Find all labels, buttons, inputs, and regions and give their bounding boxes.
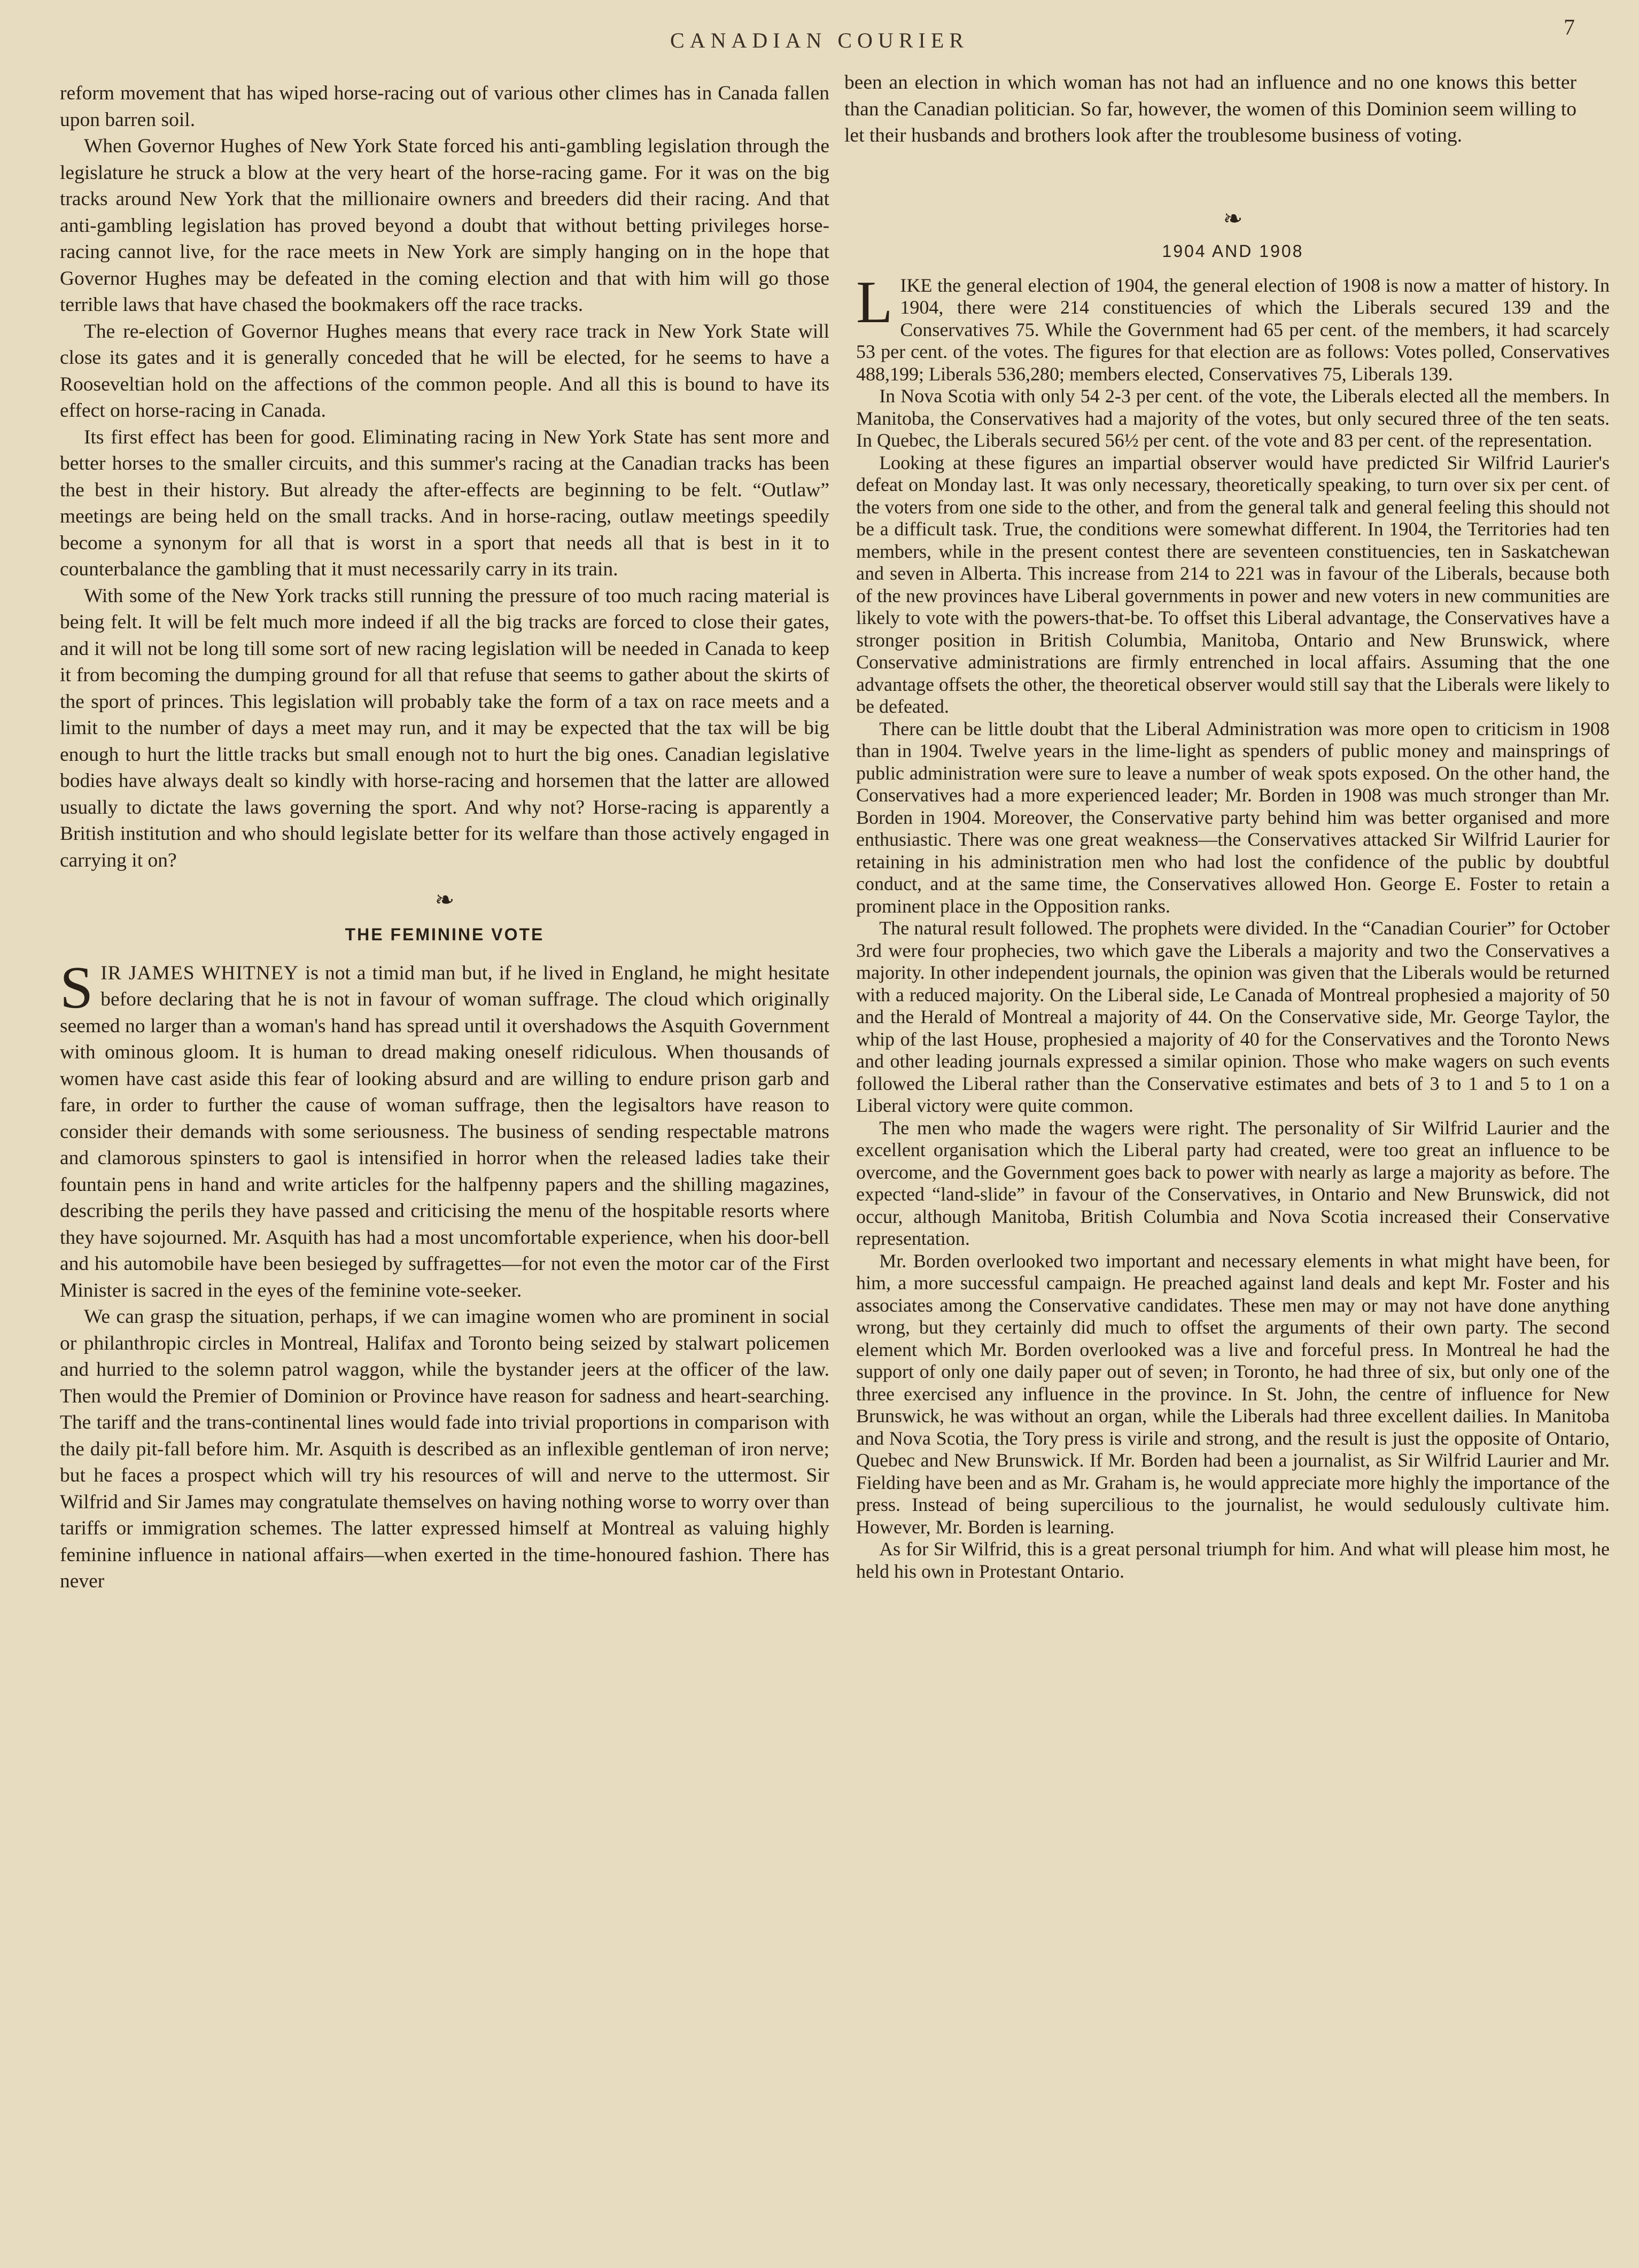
article-paragraph: In Nova Scotia with only 54 2-3 per cent. of the vote, the Liberals elected all the members. In Manitoba, the Conservatives had a majority of the votes, but only secured three of the ten seats. In Quebec, the Liberals secured 56½ per cent. of the vote and 83 per cent. of the representation.: [856, 385, 1610, 451]
article-paragraph: As for Sir Wilfrid, this is a great personal triumph for him. And what will please him most, he held his own in Protestant Ontario.: [856, 1538, 1610, 1582]
lead-small-caps: IR JAMES WHITNEY: [100, 962, 299, 984]
article-paragraph: There can be little doubt that the Liberal Administration was more open to criticism in 1908 than in 1904. Twelve years in the lime-light as spenders of public money and mainsprings of public administration were sure to leave a number of weak spots exposed. On the other hand, the Conservatives had a more experienced leader; Mr. Borden in 1908 was much stronger than Mr. Borden in 1904. Moreover, the Conservative party behind him was better organised and more enthusiastic. There was one great weakness—the Conservatives attacked Sir Wilfrid Laurier for retaining in his administration men who had lost the confidence of the public by doubtful conduct, and at the same time, the Conservatives allowed Hon. George E. Foster to retain a prominent place in the Opposition ranks.: [856, 718, 1610, 917]
article-paragraph: With some of the New York tracks still running the pressure of too much racing material is being felt. It will be felt much more indeed if all the big tracks are forced to close their gates, and it will not be long till some sort of new racing legislation will be needed in Canada to keep it from becoming the dumping ground for all that refuse that seems to gather about the skirts of the sport of princes. This legislation will probably take the form of a tax on race meets and a limit to the number of days a meet may run, and it may be expected that the tax will be big enough to hurt the little tracks but small enough not to hurt the big ones. Canadian legislative bodies have always dealt so kindly with horse-racing and horsemen that the latter are allowed usually to dictate the laws governing the sport. And why not? Horse-racing is apparently a British institution and who should legislate better for its welfare than those actively engaged in carrying it on?: [60, 584, 829, 871]
right-column-section: [856, 206, 1610, 2180]
left-column: [60, 80, 829, 2249]
article-paragraph: Its first effect has been for good. Eliminating racing in New York State has sent more and better horses to the smaller circuits, and this summer's racing at the Canadian tracks has been the best in their history. But already the after-effects are beginning to be felt. “Outlaw” meetings are being held on the small tracks. And in horse-racing, outlaw meetings speedily become a synonym for all that is worst in a sport that needs all that is best in it to counterbalance the gambling that it must necessarily carry in its train.: [60, 426, 829, 580]
section-lead-paragraph: [60, 954, 829, 1304]
article-paragraph: reform movement that has wiped horse-racing out of various other climes has in Canada fallen upon barren soil.: [60, 82, 829, 131]
drop-cap: L: [856, 269, 893, 336]
continuation-paragraph: been an election in which woman has not had an influence and no one knows this better than the Canadian politician. So far, however, the women of this Dominion seem willing to let their husbands and brothers look after the troublesome business of voting.: [844, 72, 1576, 146]
fleuron-icon: ❧: [434, 887, 455, 913]
lead-text: IKE the general election of 1904, the general election of 1908 is now a matter of history. In 1904, there were 214 constituencies of which the Liberals secured 139 and the Conservatives 75. While the Government had 65 per cent. of the members, it had scarcely 53 per cent. of the votes. The figures for that election are as follows: Votes polled, Conservatives 488,199; Liberals 536,280; members elected, Conservatives 75, Liberals 139.: [856, 274, 1610, 385]
section-heading-1904-1908: 1904 AND 1908: [1162, 241, 1304, 261]
article-paragraph: The natural result followed. The prophets were divided. In the “Canadian Courier” for October 3rd were four prophecies, two which gave the Liberals a majority and two the Conservatives a majority. In other independent journals, the opinion was given that the Liberals would be returned with a reduced majority. On the Liberal side, Le Canada of Montreal prophesied a majority of 50 and the Herald of Montreal a majority of 44. On the Conservative side, Mr. George Taylor, the whip of the last House, prophesied a majority of 40 for the Conservatives and the Toronto News and other leading journals expressed a similar opinion. Those who make wagers on such events followed the Liberal rather than the Conservative estimates and bets of 3 to 1 and 5 to 1 on a Liberal victory were quite common.: [856, 917, 1610, 1116]
page-number: 7: [1564, 15, 1575, 40]
drop-cap: S: [60, 954, 94, 1021]
article-paragraph: Mr. Borden overlooked two important and necessary elements in what might have been, for him, a more successful campaign. He preached against land deals and kept Mr. Foster and his associates among the Conservative candidates. These men may or may not have done anything wrong, but they certainly did much to offset the arguments of their own party. The second element which Mr. Borden overlooked was a live and forceful press. In Montreal he had the support of only one daily paper out of seven; in Toronto, he had three of six, but only one of the three exercised any influence in the province. In St. John, the centre of influence for New Brunswick, he was without an organ, while the Liberals had three excellent dailies. In Manitoba and Nova Scotia, the Tory press is virile and strong, and the result is just the opposite of Ontario, Quebec and New Brunswick. If Mr. Borden had been a journalist, as Sir Wilfrid Laurier and Mr. Fielding have been and as Mr. Graham is, he would appreciate more highly the importance of the press. Instead of being supercilious to the journalist, he would sedulously cultivate him. However, Mr. Borden is learning.: [856, 1250, 1610, 1538]
article-paragraph: The men who made the wagers were right. The personality of Sir Wilfrid Laurier and the excellent organisation which the Liberal party had created, were too great an influence to be overcome, and the Government goes back to power with nearly as large a majority as before. The expected “land-slide” in favour of the Conservatives, in Ontario and New Brunswick, did not occur, although Manitoba, British Columbia and Nova Scotia increased their Conservative representation.: [856, 1117, 1610, 1249]
article-paragraph: The re-election of Governor Hughes means that every race track in New York State will close its gates and it is generally conceded that he will be elected, for he seems to have a Rooseveltian hold on the affections of the common people. And all this is bound to have its effect on horse-racing in Canada.: [60, 320, 829, 422]
right-column-continuation: [844, 69, 1576, 198]
lead-text: is not a timid man but, if he lived in England, he might hesitate before declaring that he is not in favour of woman suffrage. The cloud which originally seemed no larger than a woman's hand has spread until it overshadows the Asquith Government with ominous gloom. It is human to dread making oneself ridiculous. When thousands of women have cast aside this fear of looking absurd and are willing to endure prison garb and fare, in order to further the cause of woman suffrage, then the legisaltors have reason to consider their demands with some seriousness. The business of sending respectable matrons and clamorous spinsters to gaol is intensified in horror when the released ladies take their fountain pens in hand and write articles for the halfpenny papers and the shilling magazines, describing the perils they have passed and criticising the menu of the hospitable resorts where they have sojourned. Mr. Asquith has had a most uncomfortable experience, when his door-bell and his automobile have been besieged by suffragettes—for not even the motor car of the First Minister is sacred in the eyes of the feminine vote-seeker.: [60, 962, 829, 1301]
running-title: CANADIAN COURIER: [670, 28, 969, 52]
fleuron-icon: ❧: [1223, 206, 1243, 232]
article-paragraph: Looking at these figures an impartial observer would have predicted Sir Wilfrid Laurier's defeat on Monday last. It was only necessary, theoretically speaking, to turn over six per cent. of the voters from one side to the other, and from the general talk and general feeling this should not be a difficult task. True, the conditions were somewhat different. In 1904, the Territories had ten members, while in the present contest there are seventeen constituencies, ten in Saskatchewan and seven in Alberta. This increase from 214 to 221 was in favour of the Liberals, because both of the new provinces have Liberal governments in power and new voters in new communities are likely to vote with the powers-that-be. To offset this Liberal advantage, the Conservatives have a stronger position in British Columbia, Manitoba, Ontario and New Brunswick, where Conservative administrations are firmly entrenched in local affairs. Assuming that the one advantage offsets the other, the theoretical observer would still say that the Liberals were likely to be defeated.: [856, 451, 1610, 717]
article-paragraph: We can grasp the situation, perhaps, if we can imagine women who are prominent in social or philanthropic circles in Montreal, Halifax and Toronto being seized by stalwart policemen and hurried to the solemn patrol waggon, while the bystander jeers at the officer of the law. Then would the Premier of Dominion or Province have reason for sadness and heart-searching. The tariff and the trans-continental lines would fade into trivial proportions in comparison with the daily pit-fall before him. Mr. Asquith is described as an inflexible gentleman of iron nerve; but he faces a prospect which will try his resources of will and nerve to the uttermost. Sir Wilfrid and Sir James may congratulate themselves on having nothing worse to worry over than tariffs or immigration schemes. The latter expressed himself at Montreal as valuing highly feminine influence in national affairs—when exerted in the time-honoured fashion. There has never: [60, 1306, 829, 1592]
section-lead-paragraph: [856, 269, 1610, 386]
article-paragraph: When Governor Hughes of New York State forced his anti-gambling legislation through the legislature he struck a blow at the very heart of the horse-racing game. For it was on the big tracks around New York that the millionaire owners and breeders did their racing. And that anti-gambling legislation has proved beyond a doubt that without betting privileges horse-racing cannot live, for the race meets in New York are simply hanging on in the hope that Governor Hughes may be defeated in the coming election and that with him will go those terrible laws that have chased the bookmakers off the race tracks.: [60, 135, 829, 316]
section-heading-feminine-vote: THE FEMININE VOTE: [345, 925, 545, 944]
